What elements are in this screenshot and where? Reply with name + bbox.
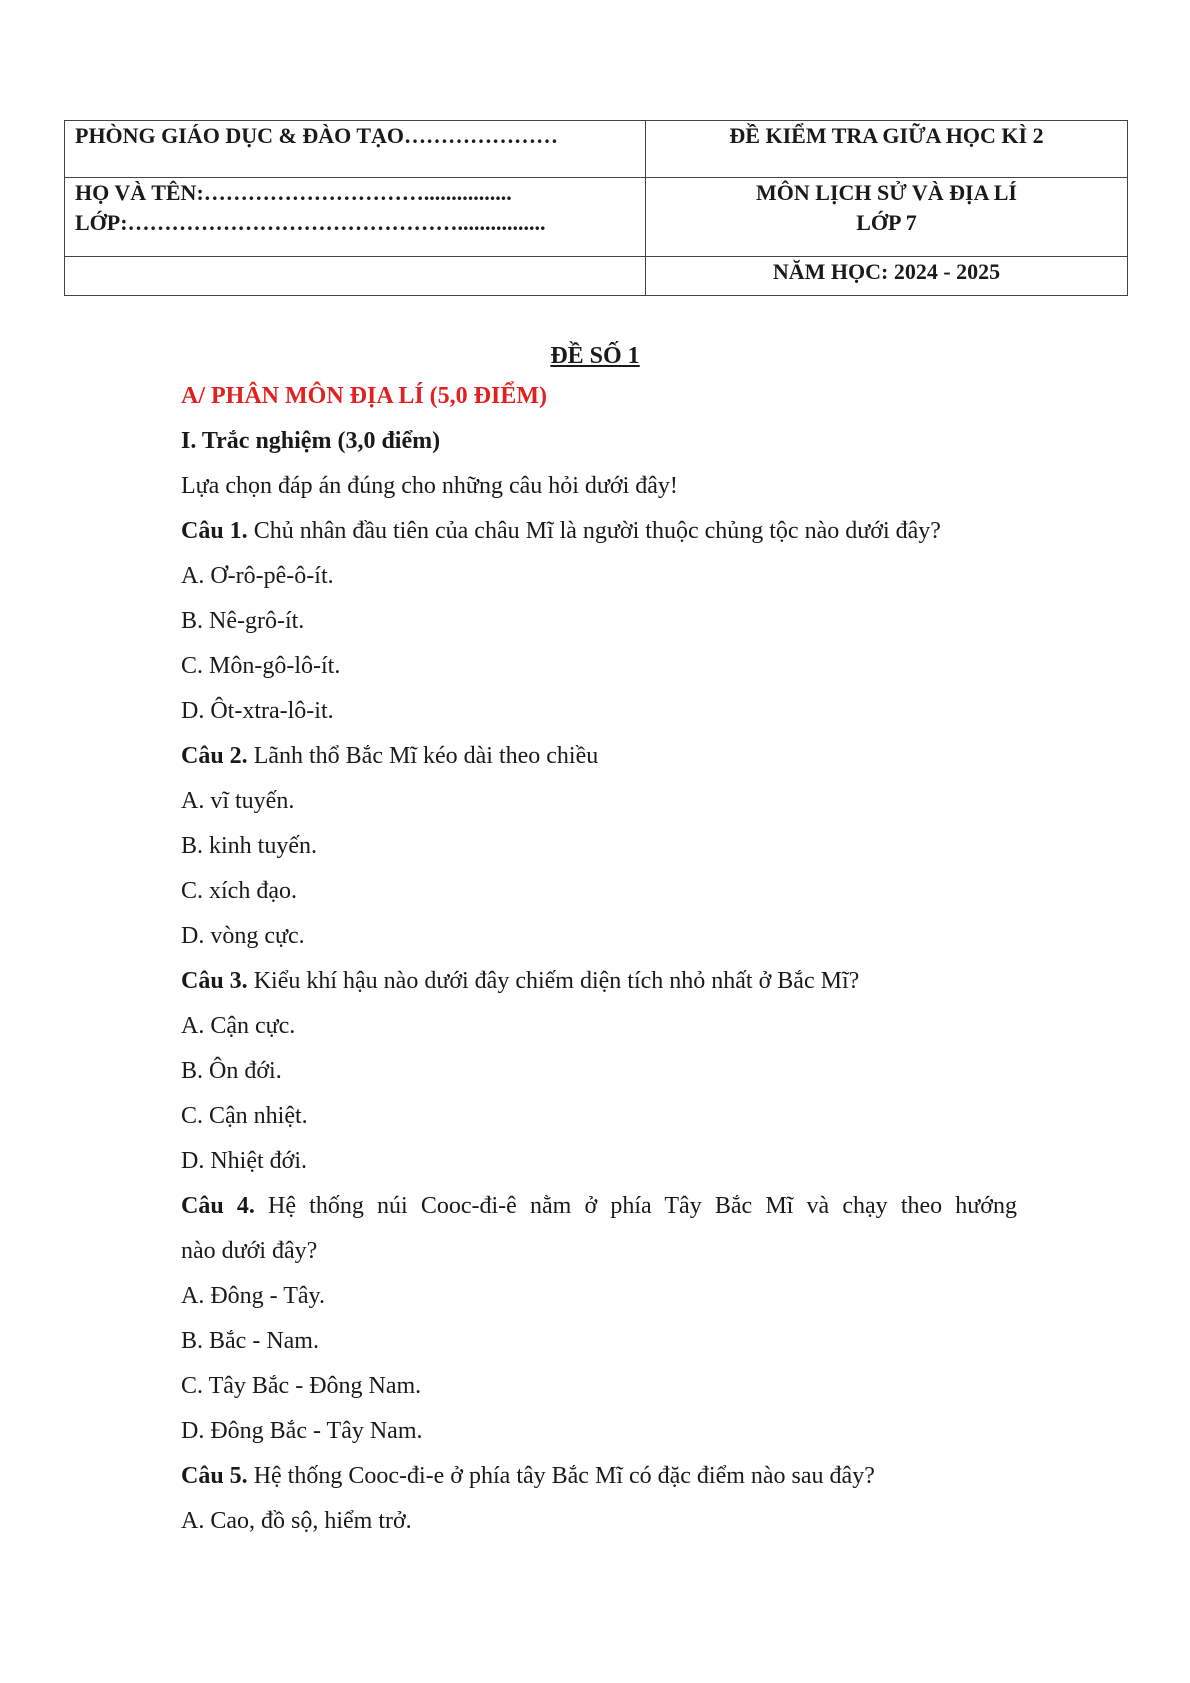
question-1 bbox=[181, 509, 1017, 734]
department-cell bbox=[65, 121, 646, 178]
question-label: Câu 3. bbox=[181, 968, 248, 994]
answer-option: C. xích đạo. bbox=[181, 878, 297, 904]
question-label: Câu 2. bbox=[181, 743, 248, 769]
class-field: LỚP:………………………………………................ bbox=[75, 210, 546, 235]
question-3 bbox=[181, 959, 1017, 1184]
answer-option: A. Cận cực. bbox=[181, 1013, 296, 1039]
question-text-continued: nào dưới đây? bbox=[181, 1238, 318, 1264]
exam-header-table bbox=[64, 120, 1128, 296]
school-year: NĂM HỌC: 2024 - 2025 bbox=[772, 259, 1001, 284]
question-text: Kiểu khí hậu nào dưới đây chiếm diện tích nhỏ nhất ở Bắc Mĩ? bbox=[247, 968, 860, 994]
question-text: Hệ thống núi Cooc-đi-ê nằm ở phía Tây Bắc Mĩ và chạy theo hướng bbox=[254, 1193, 1018, 1219]
answer-option: C. Tây Bắc - Đông Nam. bbox=[181, 1373, 422, 1399]
question-4 bbox=[181, 1184, 1017, 1454]
question-2 bbox=[181, 734, 1017, 959]
question-text: Hệ thống Cooc-đi-e ở phía tây Bắc Mĩ có đặc điểm nào sau đây? bbox=[247, 1463, 875, 1489]
section-a-heading: A/ PHÂN MÔN ĐỊA LÍ (5,0 ĐIỂM) bbox=[181, 383, 547, 409]
school-year-cell bbox=[646, 257, 1128, 296]
question-label: Câu 5. bbox=[181, 1463, 248, 1489]
student-info-cell bbox=[65, 178, 646, 257]
answer-option: A. vĩ tuyến. bbox=[181, 788, 295, 814]
empty-cell bbox=[65, 257, 646, 296]
name-field: HỌ VÀ TÊN:…………………………................ bbox=[75, 180, 512, 205]
answer-option: A. Ơ-rô-pê-ô-ít. bbox=[181, 563, 334, 589]
question-5 bbox=[181, 1454, 1017, 1544]
answer-option: B. Nê-grô-ít. bbox=[181, 608, 305, 634]
answer-option: A. Đông - Tây. bbox=[181, 1283, 325, 1309]
answer-option: B. kinh tuyến. bbox=[181, 833, 317, 859]
grade: LỚP 7 bbox=[856, 210, 917, 235]
answer-option: A. Cao, đồ sộ, hiểm trở. bbox=[181, 1508, 412, 1534]
exam-title: ĐỀ KIỂM TRA GIỮA HỌC KÌ 2 bbox=[729, 123, 1044, 148]
subject-cell bbox=[646, 178, 1128, 257]
question-label: Câu 4. bbox=[181, 1193, 255, 1219]
question-text: Lãnh thổ Bắc Mĩ kéo dài theo chiều bbox=[247, 743, 599, 769]
department: PHÒNG GIÁO DỤC & ĐÀO TẠO………………… bbox=[75, 123, 558, 148]
answer-option: B. Ôn đới. bbox=[181, 1058, 282, 1084]
exam-title-cell bbox=[646, 121, 1128, 178]
question-label: Câu 1. bbox=[181, 518, 248, 544]
answer-option: C. Môn-gô-lô-ít. bbox=[181, 653, 341, 679]
answer-option: B. Bắc - Nam. bbox=[181, 1328, 319, 1354]
instruction: Lựa chọn đáp án đúng cho những câu hỏi dưới đây! bbox=[181, 473, 678, 499]
answer-option: C. Cận nhiệt. bbox=[181, 1103, 308, 1129]
question-text: Chủ nhân đầu tiên của châu Mĩ là người thuộc chủng tộc nào dưới đây? bbox=[247, 518, 941, 544]
answer-option: D. Đông Bắc - Tây Nam. bbox=[181, 1418, 423, 1444]
exam-content bbox=[181, 338, 1017, 1544]
answer-option: D. vòng cực. bbox=[181, 923, 305, 949]
answer-option: D. Nhiệt đới. bbox=[181, 1148, 308, 1174]
answer-option: D. Ôt-xtra-lô-it. bbox=[181, 698, 334, 724]
exam-number: ĐỀ SỐ 1 bbox=[550, 343, 640, 369]
part-1-heading: I. Trắc nghiệm (3,0 điểm) bbox=[181, 428, 441, 454]
subject: MÔN LỊCH SỬ VÀ ĐỊA LÍ bbox=[756, 180, 1017, 205]
